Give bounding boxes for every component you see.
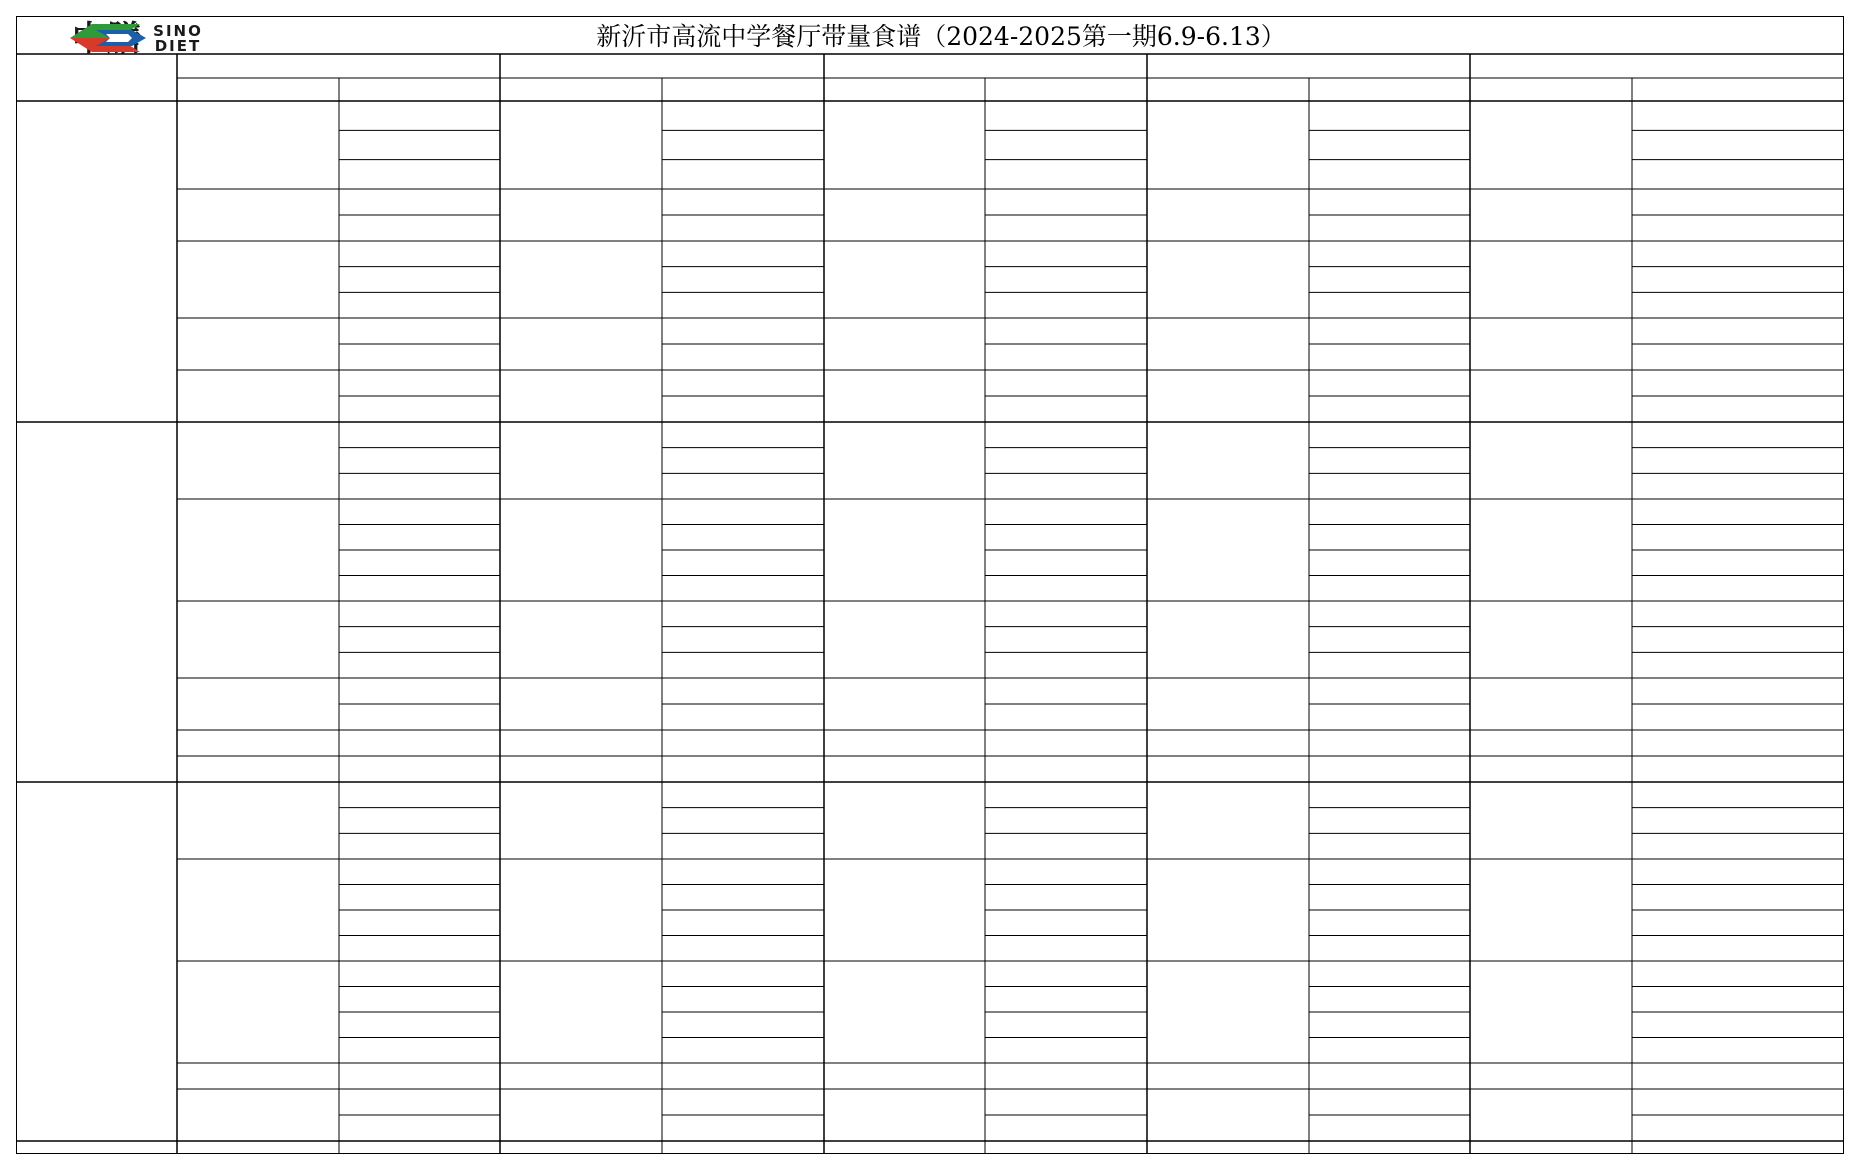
ingredient xyxy=(662,1038,824,1064)
dish-name xyxy=(1470,961,1632,1063)
dish-name xyxy=(500,730,662,756)
ingredient xyxy=(1309,473,1470,499)
ingredient xyxy=(1632,678,1844,704)
ingredient xyxy=(662,130,824,159)
ingredient xyxy=(1632,885,1844,911)
ingredient xyxy=(1632,627,1844,653)
ingredient xyxy=(1632,370,1844,396)
ingredient xyxy=(662,652,824,678)
ingredient xyxy=(1309,936,1470,962)
ingredient xyxy=(339,130,500,159)
ingredient xyxy=(1309,370,1470,396)
ingredient xyxy=(339,833,500,859)
ingredient xyxy=(985,704,1147,730)
ingredient xyxy=(662,961,824,987)
dish-name xyxy=(1470,678,1632,730)
dish-name xyxy=(500,601,662,678)
ingredient xyxy=(985,859,1147,885)
dish-name xyxy=(1147,678,1309,730)
dish-name xyxy=(500,370,662,422)
ingredient xyxy=(1309,130,1470,159)
ingredient xyxy=(1309,160,1470,189)
ingredient xyxy=(985,885,1147,911)
ingredient xyxy=(339,448,500,474)
ingredient xyxy=(1309,1063,1470,1089)
dish-name xyxy=(177,422,339,499)
ingredient xyxy=(339,292,500,318)
ingredient xyxy=(1309,910,1470,936)
dish-name xyxy=(1147,370,1309,422)
dish-name xyxy=(1147,961,1309,1063)
ingredient xyxy=(1309,344,1470,370)
ingredient xyxy=(1309,448,1470,474)
ingredient xyxy=(662,833,824,859)
dish-name xyxy=(1470,730,1632,756)
ingredient xyxy=(985,473,1147,499)
ingredient xyxy=(339,267,500,293)
ingredient xyxy=(1632,987,1844,1013)
dish-name xyxy=(824,189,985,241)
ingredient xyxy=(339,1012,500,1038)
ingredient xyxy=(985,678,1147,704)
dish-name xyxy=(500,961,662,1063)
dish-name xyxy=(824,499,985,601)
ingredient xyxy=(1632,215,1844,241)
meal-label xyxy=(16,101,177,422)
ingredient xyxy=(1309,318,1470,344)
ingredient xyxy=(1632,448,1844,474)
ingredient xyxy=(662,396,824,422)
ingredient xyxy=(985,370,1147,396)
dish-name xyxy=(1147,241,1309,318)
page-title: 新沂市高流中学餐厅带量食谱（2024-2025第一期6.9-6.13） xyxy=(596,22,1286,51)
ingredient xyxy=(662,936,824,962)
ingredient xyxy=(662,782,824,808)
dish-name xyxy=(500,1089,662,1141)
dish-name xyxy=(1470,241,1632,318)
dish-name xyxy=(1147,782,1309,859)
ingredient xyxy=(1632,130,1844,159)
ingredient xyxy=(1632,422,1844,448)
ingredient xyxy=(1632,1063,1844,1089)
ingredient xyxy=(1309,961,1470,987)
dish-name xyxy=(824,1063,985,1089)
ingredient xyxy=(662,525,824,551)
column-header-ingredients xyxy=(1309,78,1470,101)
dish-name xyxy=(500,678,662,730)
ingredient xyxy=(985,1038,1147,1064)
dish-name xyxy=(177,601,339,678)
ingredient xyxy=(1309,1089,1470,1115)
ingredient xyxy=(1309,808,1470,834)
ingredient xyxy=(339,704,500,730)
logo-brand: SINO DIET xyxy=(153,22,203,55)
ingredient xyxy=(985,499,1147,525)
ingredient xyxy=(1632,499,1844,525)
ingredient xyxy=(662,160,824,189)
ingredient xyxy=(339,160,500,189)
ingredient xyxy=(662,101,824,130)
day-header xyxy=(824,54,1147,78)
ingredient xyxy=(339,936,500,962)
column-header-dish xyxy=(1147,78,1309,101)
ingredient xyxy=(1632,601,1844,627)
ingredient xyxy=(985,160,1147,189)
ingredient xyxy=(985,1063,1147,1089)
ingredient xyxy=(985,1089,1147,1115)
dish-name xyxy=(177,859,339,961)
dish-name xyxy=(177,101,339,189)
dish-name xyxy=(177,241,339,318)
column-header-ingredients xyxy=(339,78,500,101)
ingredient xyxy=(662,292,824,318)
dish-name xyxy=(824,422,985,499)
ingredient xyxy=(339,499,500,525)
ingredient xyxy=(1632,267,1844,293)
ingredient xyxy=(339,370,500,396)
ingredient xyxy=(339,910,500,936)
dish-name xyxy=(1470,1063,1632,1089)
ingredient xyxy=(1309,1012,1470,1038)
ingredient xyxy=(339,987,500,1013)
dish-name xyxy=(1147,101,1309,189)
column-header-ingredients xyxy=(985,78,1147,101)
dish-name xyxy=(500,499,662,601)
ingredient xyxy=(662,910,824,936)
ingredient xyxy=(339,808,500,834)
day-header xyxy=(1147,54,1470,78)
ingredient xyxy=(339,318,500,344)
dish-name xyxy=(177,730,339,756)
ingredient xyxy=(1632,318,1844,344)
ingredient xyxy=(1632,189,1844,215)
ingredient xyxy=(1632,473,1844,499)
dish-name xyxy=(824,859,985,961)
ingredient xyxy=(1632,241,1844,267)
dish-name xyxy=(1470,318,1632,370)
ingredient xyxy=(1309,782,1470,808)
ingredient xyxy=(339,627,500,653)
ingredient xyxy=(662,576,824,602)
dish-name xyxy=(824,961,985,1063)
dish-name xyxy=(177,1089,339,1141)
ingredient xyxy=(339,601,500,627)
ingredient xyxy=(662,1115,824,1141)
ingredient xyxy=(1309,550,1470,576)
ingredient xyxy=(985,550,1147,576)
ingredient xyxy=(1632,652,1844,678)
day-header xyxy=(1470,54,1844,78)
meal-label xyxy=(16,782,177,1141)
ingredient xyxy=(662,189,824,215)
column-header-dish xyxy=(500,78,662,101)
dish-name xyxy=(1470,1089,1632,1141)
dish-name xyxy=(500,241,662,318)
ingredient xyxy=(662,215,824,241)
ingredient xyxy=(1309,422,1470,448)
ingredient xyxy=(1632,910,1844,936)
dish-name xyxy=(177,189,339,241)
column-header-dish xyxy=(177,78,339,101)
ingredient xyxy=(662,344,824,370)
ingredient xyxy=(339,1063,500,1089)
ingredient xyxy=(1632,1089,1844,1115)
ingredient xyxy=(1632,808,1844,834)
dish-name xyxy=(500,1063,662,1089)
dish-name xyxy=(177,678,339,730)
ingredient xyxy=(662,448,824,474)
ingredient xyxy=(1309,576,1470,602)
extra-fruit xyxy=(500,756,824,782)
ingredient xyxy=(1632,550,1844,576)
ingredient xyxy=(662,370,824,396)
dish-name xyxy=(500,189,662,241)
ingredient xyxy=(1632,859,1844,885)
ingredient xyxy=(1632,525,1844,551)
ingredient xyxy=(985,241,1147,267)
ingredient xyxy=(1309,189,1470,215)
ingredient xyxy=(985,987,1147,1013)
ingredient xyxy=(985,292,1147,318)
ingredient xyxy=(339,189,500,215)
ingredient xyxy=(662,473,824,499)
ingredient xyxy=(339,961,500,987)
ingredient xyxy=(1309,885,1470,911)
dish-name xyxy=(1470,189,1632,241)
ingredient xyxy=(339,422,500,448)
dish-name xyxy=(824,101,985,189)
dish-name xyxy=(500,101,662,189)
dish-name xyxy=(1147,1063,1309,1089)
ingredient xyxy=(1632,160,1844,189)
dish-name xyxy=(1147,189,1309,241)
dish-name xyxy=(824,241,985,318)
ingredient xyxy=(662,987,824,1013)
dish-name xyxy=(1147,1089,1309,1141)
ingredient xyxy=(339,859,500,885)
dish-name xyxy=(1470,422,1632,499)
ingredient xyxy=(662,1089,824,1115)
ingredient xyxy=(985,576,1147,602)
logo-mark-icon xyxy=(66,18,162,58)
ingredient xyxy=(662,601,824,627)
ingredient xyxy=(985,448,1147,474)
dish-name xyxy=(177,499,339,601)
ingredient xyxy=(985,627,1147,653)
ingredient xyxy=(1309,678,1470,704)
ingredient xyxy=(1309,267,1470,293)
day-header xyxy=(177,54,500,78)
ingredient xyxy=(985,101,1147,130)
ingredient xyxy=(662,1012,824,1038)
ingredient xyxy=(1632,782,1844,808)
ingredient xyxy=(339,576,500,602)
ingredient xyxy=(339,885,500,911)
ingredient xyxy=(1309,859,1470,885)
column-header-dish xyxy=(824,78,985,101)
dish-name xyxy=(500,422,662,499)
dish-name xyxy=(1470,601,1632,678)
dish-name xyxy=(824,370,985,422)
extra-milk xyxy=(1147,756,1470,782)
ingredient xyxy=(985,525,1147,551)
dish-name xyxy=(1147,859,1309,961)
ingredient xyxy=(985,833,1147,859)
ingredient xyxy=(339,396,500,422)
ingredient xyxy=(1632,730,1844,756)
column-header-dish xyxy=(1470,78,1632,101)
ingredient xyxy=(985,318,1147,344)
ingredient xyxy=(339,1089,500,1115)
ingredient xyxy=(1309,1038,1470,1064)
ingredient xyxy=(662,678,824,704)
ingredient xyxy=(662,808,824,834)
column-header-ingredients xyxy=(1632,78,1844,101)
dish-name xyxy=(500,318,662,370)
ingredient xyxy=(985,936,1147,962)
menu-sheet xyxy=(16,16,1844,1154)
dish-name xyxy=(1470,499,1632,601)
ingredient xyxy=(339,1038,500,1064)
dish-name xyxy=(824,730,985,756)
ingredient xyxy=(662,318,824,344)
ingredient xyxy=(1309,396,1470,422)
dish-name xyxy=(177,961,339,1063)
ingredient xyxy=(339,1115,500,1141)
ingredient xyxy=(339,730,500,756)
ingredient xyxy=(1632,576,1844,602)
ingredient xyxy=(985,961,1147,987)
ingredient xyxy=(1309,652,1470,678)
ingredient xyxy=(1309,704,1470,730)
ingredient xyxy=(1309,987,1470,1013)
ingredient xyxy=(985,344,1147,370)
dish-name xyxy=(1470,370,1632,422)
ingredient xyxy=(662,730,824,756)
ingredient xyxy=(339,241,500,267)
ingredient xyxy=(1309,525,1470,551)
ingredient xyxy=(1632,1038,1844,1064)
dish-name xyxy=(1147,499,1309,601)
dish-name xyxy=(824,601,985,678)
dish-name xyxy=(1147,601,1309,678)
ingredient xyxy=(662,499,824,525)
ingredient xyxy=(985,1012,1147,1038)
dish-name xyxy=(177,1063,339,1089)
ingredient xyxy=(662,267,824,293)
dish-name xyxy=(177,318,339,370)
ingredient xyxy=(985,130,1147,159)
ingredient xyxy=(662,241,824,267)
ingredient xyxy=(339,782,500,808)
ingredient xyxy=(662,550,824,576)
ingredient xyxy=(339,678,500,704)
dish-name xyxy=(1470,101,1632,189)
ingredient xyxy=(985,396,1147,422)
column-header-ingredients xyxy=(662,78,824,101)
ingredient xyxy=(339,525,500,551)
ingredient xyxy=(339,215,500,241)
ingredient xyxy=(662,627,824,653)
ingredient xyxy=(1632,936,1844,962)
ingredient xyxy=(1309,101,1470,130)
ingredient xyxy=(1309,215,1470,241)
ingredient xyxy=(985,215,1147,241)
ingredient xyxy=(1632,704,1844,730)
dish-name xyxy=(824,678,985,730)
ingredient xyxy=(339,101,500,130)
dish-name xyxy=(824,782,985,859)
meal-label xyxy=(16,422,177,782)
dish-name xyxy=(824,1089,985,1141)
ingredient xyxy=(1632,101,1844,130)
ingredient xyxy=(662,859,824,885)
ingredient xyxy=(1309,1115,1470,1141)
ingredient xyxy=(985,267,1147,293)
ingredient xyxy=(985,782,1147,808)
day-header xyxy=(500,54,824,78)
dish-name xyxy=(1470,782,1632,859)
ingredient xyxy=(1632,344,1844,370)
ingredient xyxy=(985,1115,1147,1141)
ingredient xyxy=(1632,396,1844,422)
dish-name xyxy=(1470,859,1632,961)
ingredient xyxy=(1309,601,1470,627)
ingredient xyxy=(1632,961,1844,987)
dish-name xyxy=(1147,318,1309,370)
ingredient xyxy=(1309,627,1470,653)
dish-name xyxy=(177,782,339,859)
dish-name xyxy=(500,859,662,961)
ingredient xyxy=(985,422,1147,448)
ingredient xyxy=(339,473,500,499)
dish-name xyxy=(1147,422,1309,499)
ingredient xyxy=(985,910,1147,936)
dish-name xyxy=(177,370,339,422)
ingredient xyxy=(985,730,1147,756)
ingredient xyxy=(1309,241,1470,267)
ingredient xyxy=(1309,499,1470,525)
ingredient xyxy=(662,885,824,911)
ingredient xyxy=(1632,1012,1844,1038)
ingredient xyxy=(339,652,500,678)
ingredient xyxy=(339,344,500,370)
ingredient xyxy=(662,704,824,730)
ingredient xyxy=(1632,1115,1844,1141)
ingredient xyxy=(1309,292,1470,318)
ingredient xyxy=(985,601,1147,627)
ingredient xyxy=(1632,833,1844,859)
ingredient xyxy=(1632,292,1844,318)
ingredient xyxy=(985,652,1147,678)
ingredient xyxy=(662,422,824,448)
dish-name xyxy=(500,782,662,859)
ingredient xyxy=(985,808,1147,834)
ingredient xyxy=(1309,730,1470,756)
ingredient xyxy=(662,1063,824,1089)
ingredient xyxy=(985,189,1147,215)
ingredient xyxy=(339,550,500,576)
dish-name xyxy=(824,318,985,370)
ingredient xyxy=(1309,833,1470,859)
dish-name xyxy=(1147,730,1309,756)
